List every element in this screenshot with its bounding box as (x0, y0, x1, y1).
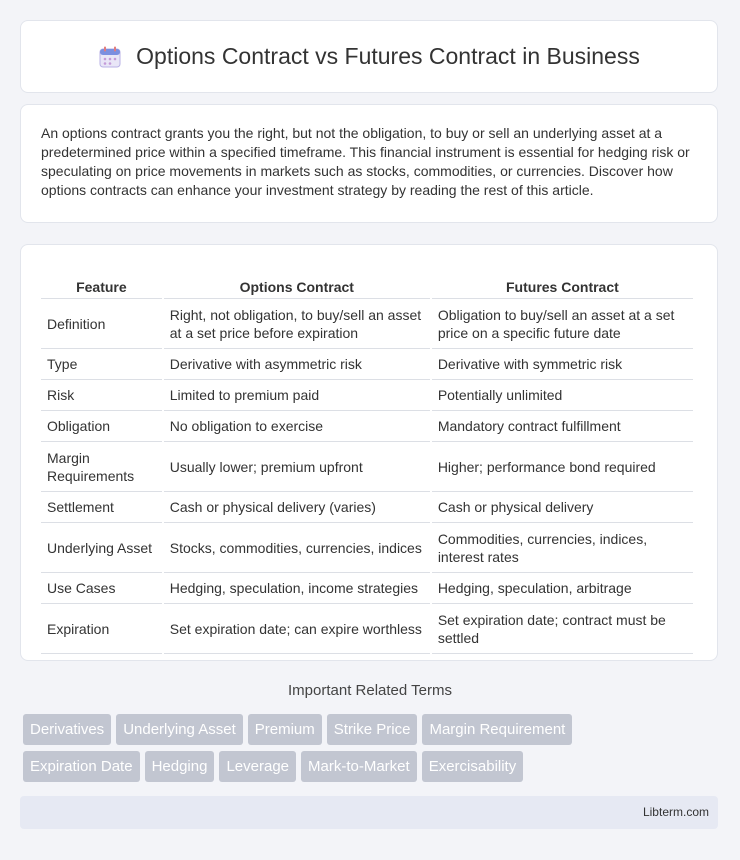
table-row (41, 492, 693, 523)
futures-cell: Mandatory contract fulfillment (432, 411, 693, 442)
page-title: Options Contract vs Futures Contract in Business (136, 43, 640, 69)
options-cell: Hedging, speculation, income strategies (164, 573, 430, 604)
related-term-tag[interactable]: Derivatives (23, 714, 111, 745)
header-futures: Futures Contract (432, 265, 693, 299)
comparison-card (20, 244, 718, 661)
futures-cell: Cash or physical delivery (432, 492, 693, 523)
options-cell: Derivative with asymmetric risk (164, 349, 430, 380)
feature-cell: Obligation (41, 411, 162, 442)
related-terms-list (23, 714, 723, 788)
futures-cell: Obligation to buy/sell an asset at a set price on a specific future date (432, 299, 693, 349)
calendar-icon (98, 45, 122, 69)
table-row (41, 442, 693, 492)
futures-cell: Hedging, speculation, arbitrage (432, 573, 693, 604)
related-term-tag[interactable]: Mark-to-Market (301, 751, 417, 782)
feature-cell: Settlement (41, 492, 162, 523)
feature-cell: Underlying Asset (41, 523, 162, 573)
feature-cell: Expiration (41, 604, 162, 654)
table-row (41, 604, 693, 654)
table-row (41, 573, 693, 604)
feature-cell: Definition (41, 299, 162, 349)
header-feature: Feature (41, 265, 162, 299)
table-row (41, 411, 693, 442)
options-cell: No obligation to exercise (164, 411, 430, 442)
futures-cell: Derivative with symmetric risk (432, 349, 693, 380)
related-term-tag[interactable]: Hedging (145, 751, 215, 782)
table-header-row (41, 265, 693, 299)
title-card (20, 20, 718, 93)
table-row (41, 299, 693, 349)
futures-cell: Commodities, currencies, indices, interest rates (432, 523, 693, 573)
intro-text: An options contract grants you the right, but not the obligation, to buy or sell an underlying asset at a predetermined price within a specified timeframe. This financial instrument is essential for hedging risk or speculating on price movements in markets such as stocks, commodities, or currencies. Discover how options contracts can enhance your investment strategy by reading the rest of this article. (41, 125, 690, 198)
related-term-tag[interactable]: Expiration Date (23, 751, 140, 782)
options-cell: Usually lower; premium upfront (164, 442, 430, 492)
options-cell: Cash or physical delivery (varies) (164, 492, 430, 523)
related-term-tag[interactable]: Premium (248, 714, 322, 745)
related-term-tag[interactable]: Leverage (219, 751, 296, 782)
feature-cell: Margin Requirements (41, 442, 162, 492)
header-options: Options Contract (164, 265, 430, 299)
feature-cell: Use Cases (41, 573, 162, 604)
related-term-tag[interactable]: Exercisability (422, 751, 524, 782)
options-cell: Set expiration date; can expire worthless (164, 604, 430, 654)
futures-cell: Set expiration date; contract must be settled (432, 604, 693, 654)
related-term-tag[interactable]: Strike Price (327, 714, 418, 745)
related-terms-title: Important Related Terms (288, 682, 452, 699)
footer-bar (20, 796, 718, 829)
intro-card (20, 104, 718, 223)
futures-cell: Higher; performance bond required (432, 442, 693, 492)
options-cell: Limited to premium paid (164, 380, 430, 411)
table-row (41, 523, 693, 573)
footer-site-link[interactable]: Libterm.com (642, 805, 709, 819)
table-row (41, 349, 693, 380)
feature-cell: Risk (41, 380, 162, 411)
options-cell: Right, not obligation, to buy/sell an asset at a set price before expiration (164, 299, 430, 349)
options-cell: Stocks, commodities, currencies, indices (164, 523, 430, 573)
related-term-tag[interactable]: Underlying Asset (116, 714, 243, 745)
table-row (41, 380, 693, 411)
related-term-tag[interactable]: Margin Requirement (422, 714, 572, 745)
comparison-table (39, 265, 695, 654)
feature-cell: Type (41, 349, 162, 380)
futures-cell: Potentially unlimited (432, 380, 693, 411)
